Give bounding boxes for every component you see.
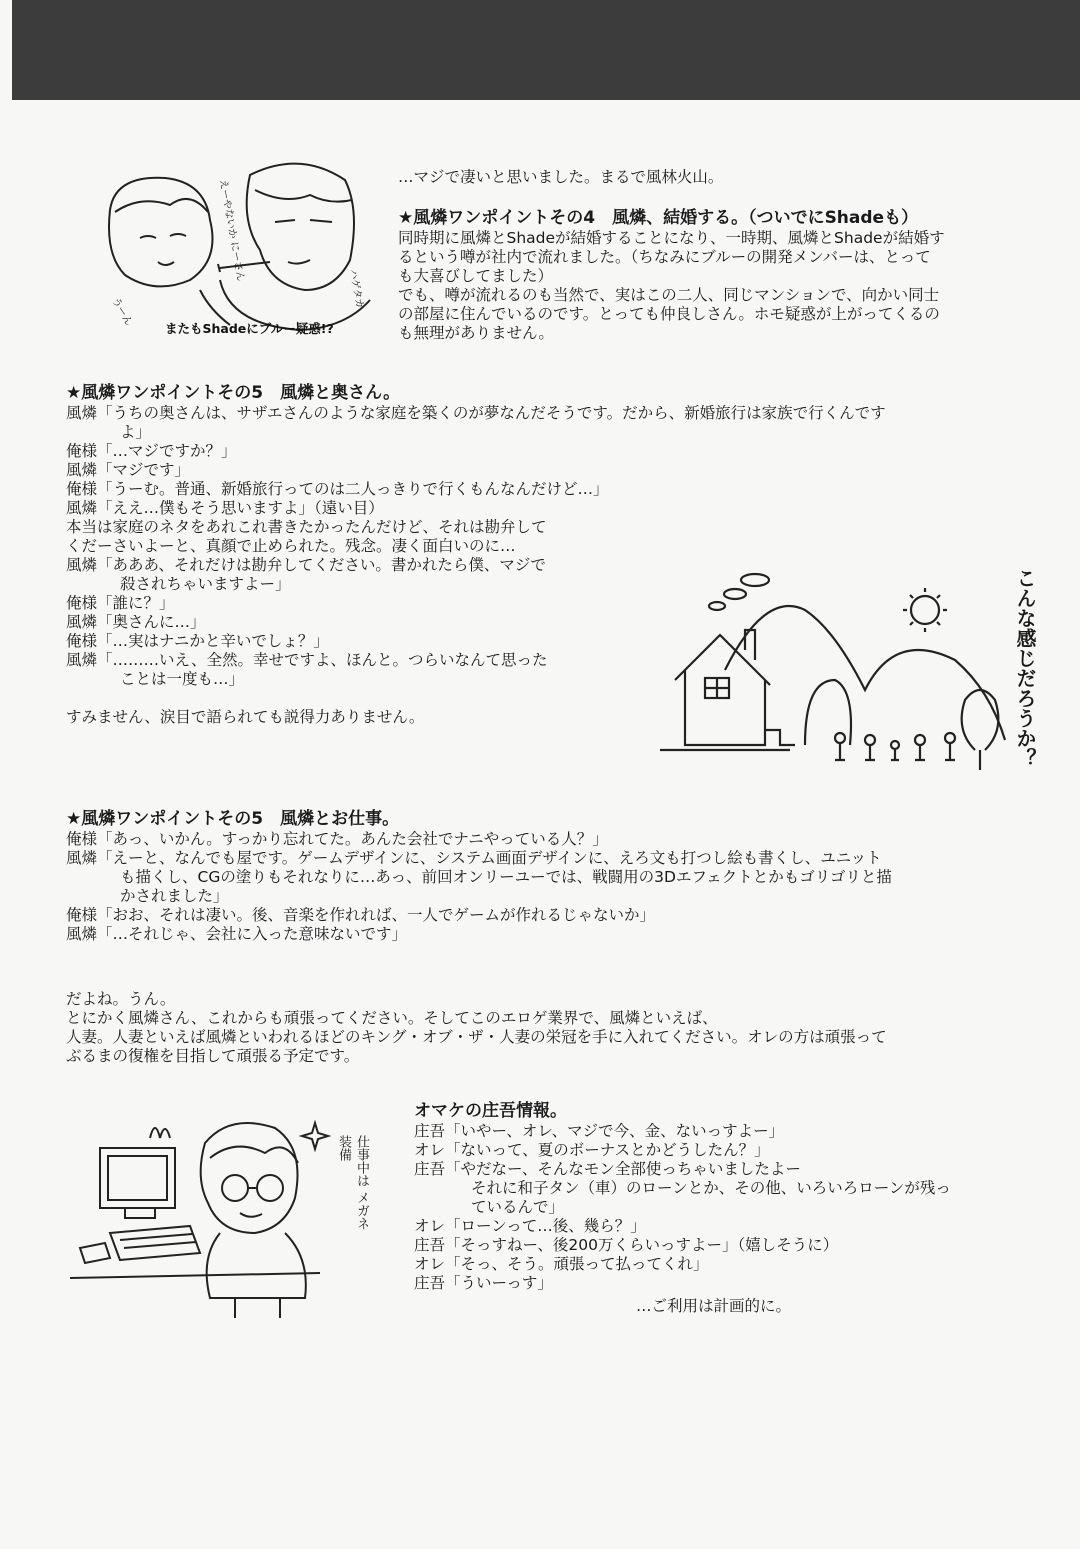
dialog-row [414,1141,951,1160]
dialog-row [414,1274,951,1293]
dialog-row [66,925,892,944]
section4-line: も無理がありません。 [398,324,554,342]
dialog-text: 「えーと、なんでも屋です。ゲームデザインに、システム画面デザインに、えろ文も打つし絵も書くし、ユニット [97,849,882,867]
ending-line: とにかく風燐さん、これからも頑張ってください。そしてこのエロゲ業界で、風燐といえば、 [66,1009,718,1027]
illus3-note-box [334,1135,374,1235]
dialog-cont: ているんで」 [471,1198,565,1216]
ending-line: 人妻。人妻といえば風燐といわれるほどのキング・オブ・ザ・人妻の栄冠を手に入れてください。オレの方は頑張って [66,1028,887,1046]
para-line: 本当は家庭のネタをあれこれ書きたかったんだけど、それは勘弁して [66,518,547,536]
section4-line: 同時期に風燐とShadeが結婚することになり、一時期、風燐とShadeが結婚す [398,229,945,247]
speaker: 俺様 [66,442,98,460]
dialog-row [414,1236,951,1255]
omake-closing: …ご利用は計画的に。 [636,1297,792,1315]
illus1-note2: ハゲタカ [347,268,365,310]
speaker: 庄吾 [414,1122,446,1140]
speaker: 風燐 [66,499,98,517]
illus1-note3: うーん [109,296,134,328]
speaker: オレ [414,1141,446,1159]
section4-line: も大喜びしてました） [398,267,554,285]
dialog-row [414,1217,951,1236]
vertical-caption-text: こんな感じだろうか？ [1013,568,1037,768]
dialog-text: 「誰に？」 [97,594,175,612]
dialog-row [66,906,892,925]
dialog-text: 「ないって、夏のボーナスとかどうしたん？」 [445,1141,770,1159]
two-characters-illustration [70,150,390,350]
dialog-row [66,830,892,849]
speaker: 風燐 [66,556,98,574]
dialog-text: 「そっすねー、後200万くらいっすよー」（嬉しそうに） [445,1236,839,1254]
vertical-caption [1010,568,1040,772]
dialog-row [66,461,886,480]
section5a-heading: ★風燐ワンポイントその5 風燐と奥さん。 [66,383,401,403]
dialog-cont: かされました」 [120,887,229,905]
dialog-text: 「やだなー、そんなモン全部使っちゃいましたよー [445,1160,801,1178]
omake-heading: オマケの庄吾情報。 [414,1101,567,1121]
intro-line: …マジで凄いと思いました。まるで風林火山。 [398,168,724,186]
section4-line: るという噂が社内で流れました。（ちなみにブルーの開発メンバーは、とって [398,248,931,266]
speaker: 俺様 [66,594,98,612]
speaker: 庄吾 [414,1236,446,1254]
section5a-closing: すみません、涙目で語られても説得力ありません。 [66,708,425,726]
speaker: 風燐 [66,404,98,422]
speaker: 風燐 [66,925,98,943]
speaker: 風燐 [66,651,98,669]
dialog-text: 「いやー、オレ、マジで今、金、ないっすよー」 [445,1122,785,1140]
dialog-row [414,1122,951,1141]
dialog-cont: ことは一度も…」 [120,670,245,688]
dialog-row [66,404,886,423]
speaker: 庄吾 [414,1160,446,1178]
section4-line: でも、噂が流れるのも当然で、実はこの二人、同じマンションで、向かい同士 [398,286,940,304]
section5b-heading: ★風燐ワンポイントその5 風燐とお仕事。 [66,809,400,829]
dialog-text: 「そっ、そう。頑張って払ってくれ」 [445,1255,709,1273]
dialog-text: 「あああ、それだけは勘弁してください。書かれたら僕、マジで [97,556,546,574]
section5b-block [66,808,892,944]
speaker: 俺様 [66,830,98,848]
dialog-text: 「奥さんに…」 [97,613,206,631]
speaker: 風燐 [66,613,98,631]
dialog-text: 「うちの奥さんは、サザエさんのような家庭を築くのが夢なんだそうです。だから、新婚旅行は家族で行くんです [97,404,886,422]
dialog-text: 「…実はナニかと辛いでしょ？」 [97,632,329,650]
dialog-row [414,1255,951,1274]
section4-line: の部屋に住んでいるのです。とっても仲良しさん。ホモ疑惑が上がってくるの [398,305,940,323]
section4-heading: ★風燐ワンポイントその4 風燐、結婚する。（ついでにShadeも） [398,208,919,228]
speaker: オレ [414,1255,446,1273]
speaker: 風燐 [66,461,98,479]
dialog-text: 「うーむ。普通、新婚旅行ってのは二人っきりで行くもんなんだけど…」 [97,480,609,498]
dialog-text: 「………いえ、全然。幸せですよ、ほんと。つらいなんて思った [97,651,548,669]
dialog-row [66,499,886,518]
speaker: 風燐 [66,849,98,867]
illus1-note1: えーやないか にーさん [217,178,246,283]
speaker: 庄吾 [414,1274,446,1292]
dialog-row [66,442,886,461]
dialog-cont: よ」 [120,423,152,441]
dialog-text: 「マジです」 [97,461,191,479]
ending-block [66,990,887,1066]
illus1-caption: またもShadeにブルー疑惑!? [165,321,334,336]
house-mountain-illustration [655,570,1010,785]
omake-block [414,1100,951,1316]
ending-line: だよね。うん。 [66,990,176,1008]
dialog-cont: 殺されちゃいますよー」 [120,575,291,593]
intro-section4-block [398,168,945,343]
dialog-text: 「ええ…僕もそう思いますよ」（遠い目） [97,499,384,517]
dialog-row [66,480,886,499]
dialog-cont: それに和子タン（車）のローンとか、その他、いろいろローンが残っ [471,1179,951,1197]
dialog-text: 「…それじゃ、会社に入った意味ないです」 [97,925,408,943]
dialog-text: 「あっ、いかん。すっかり忘れてた。あんた会社でナニやっている人？」 [97,830,608,848]
top-dark-band [12,0,1080,100]
dialog-text: 「…マジですか？」 [97,442,237,460]
dialog-text: 「おお、それは凄い。後、音楽を作れれば、一人でゲームが作れるじゃないか」 [97,906,656,924]
dialog-row [414,1160,951,1179]
ending-line: ぶるまの復権を目指して頑張る予定です。 [66,1047,360,1065]
speaker: オレ [414,1217,446,1235]
speaker: 俺様 [66,480,98,498]
dialog-text: 「ローンって…後、幾ら？」 [445,1217,646,1235]
speaker: 俺様 [66,632,98,650]
illus3-note: 仕事中は メガネ装備 [336,1135,369,1231]
dialog-row [66,849,892,868]
para-line: くだーさいよーと、真顔で止められた。残念。凄く面白いのに… [66,537,516,555]
dialog-text: 「ういーっす」 [445,1274,553,1292]
speaker: 俺様 [66,906,98,924]
dialog-cont: も描くし、CGの塗りもそれなりに…あっ、前回オンリーユーでは、戦闘用の3Dエフェクトとかもゴリゴリと描 [120,868,892,886]
